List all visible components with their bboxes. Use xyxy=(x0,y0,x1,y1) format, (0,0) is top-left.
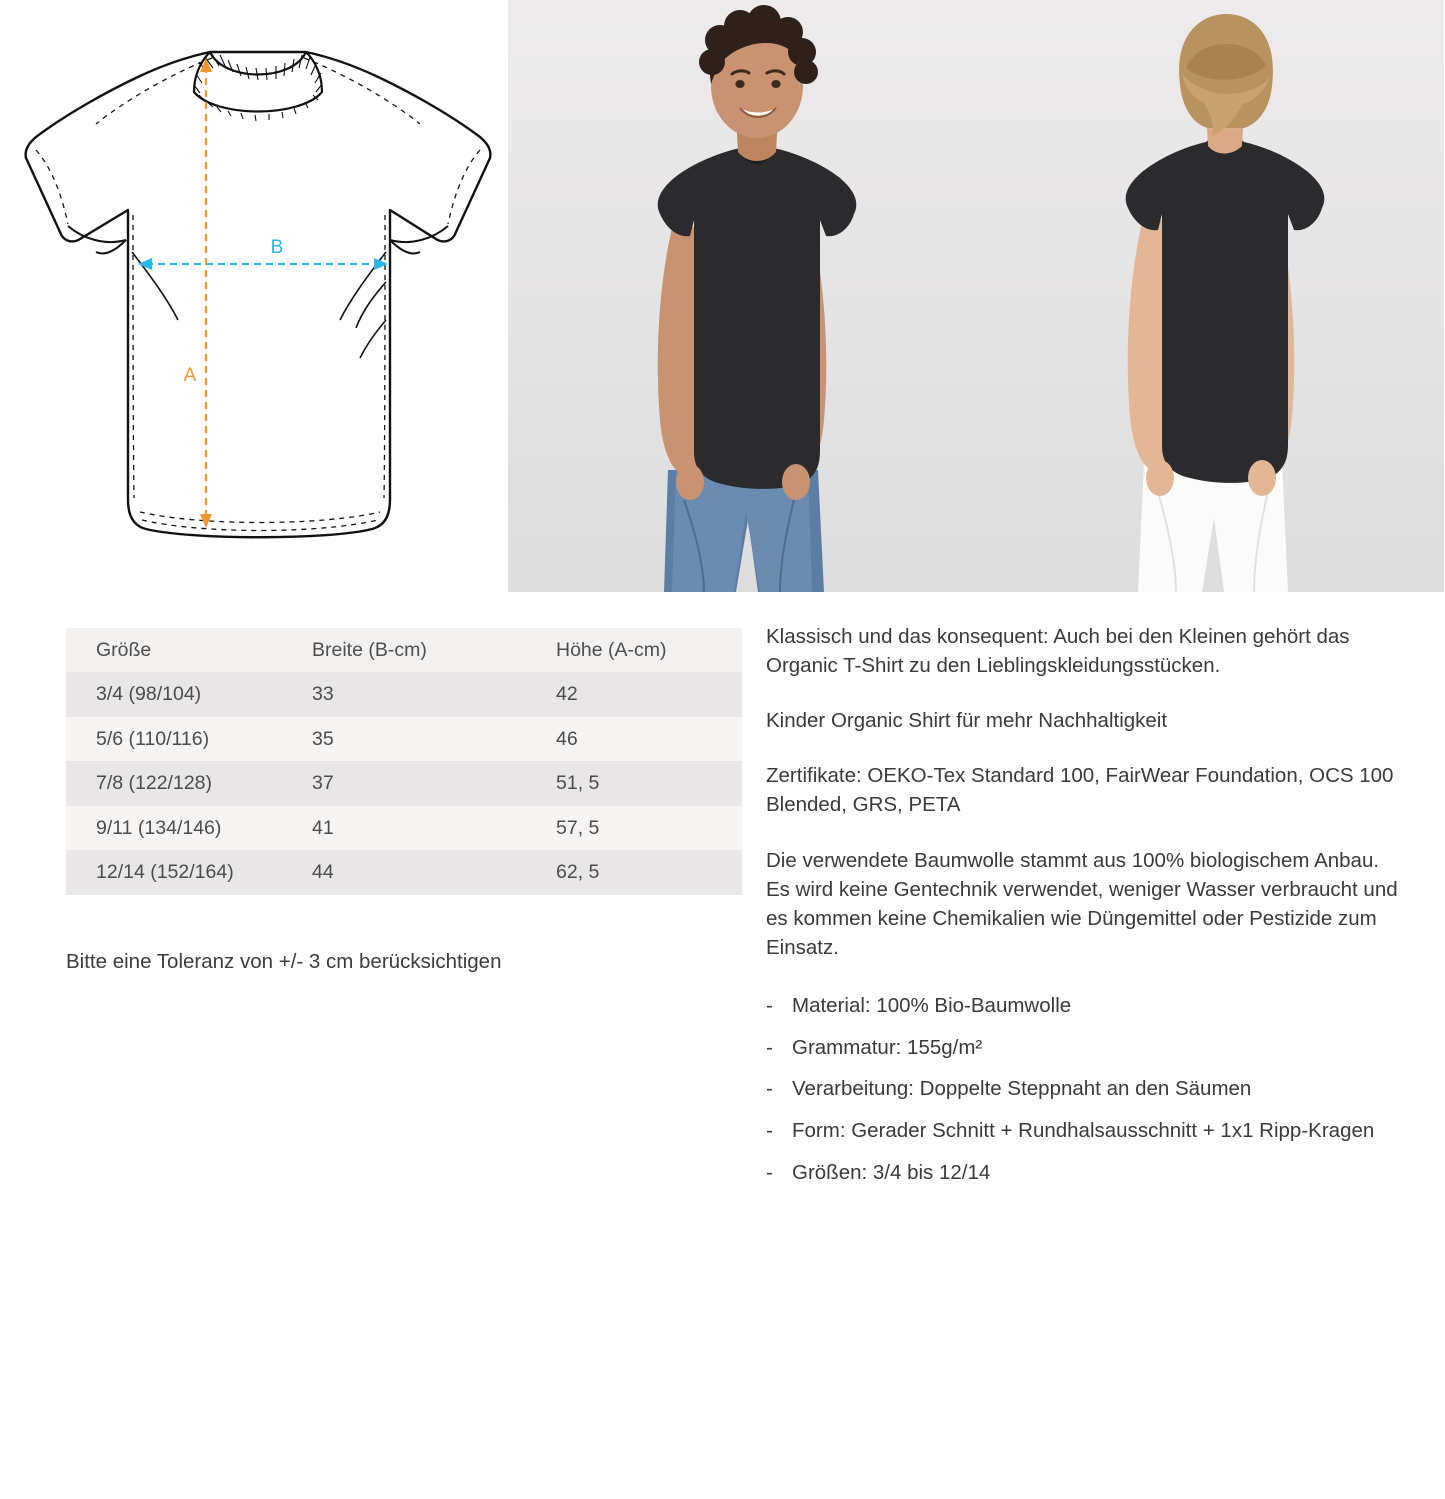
list-item-label: Form: Gerader Schnitt + Rundhalsausschnitt + 1x1 Ripp-Kragen xyxy=(792,1119,1375,1143)
cell-height: 46 xyxy=(556,727,578,750)
cell-width: 41 xyxy=(312,816,334,839)
table-row xyxy=(66,717,742,761)
top-image-row xyxy=(0,0,1445,592)
list-item xyxy=(766,1159,1406,1188)
table-header-row xyxy=(66,628,742,672)
cell-size: 9/11 (134/146) xyxy=(96,816,222,839)
size-table xyxy=(66,628,742,895)
list-item-label: Grammatur: 155g/m² xyxy=(792,1035,983,1059)
cell-size: 7/8 (122/128) xyxy=(96,772,213,795)
size-table-head xyxy=(66,628,742,672)
list-dash: - xyxy=(766,1077,773,1101)
list-dash: - xyxy=(766,1160,773,1184)
description-certificates: Zertifikate: OEKO-Tex Standard 100, FairWear Foundation, OCS 100 Blended, GRS, PETA xyxy=(766,764,1394,817)
product-description xyxy=(766,622,1406,1200)
tolerance-note: Bitte eine Toleranz von +/- 3 cm berücksichtigen xyxy=(66,950,502,973)
list-dash: - xyxy=(766,1119,773,1143)
table-row xyxy=(66,672,742,716)
cell-height: 51, 5 xyxy=(556,772,600,795)
column-header-width: Breite (B-cm) xyxy=(282,628,526,672)
description-tagline: Kinder Organic Shirt für mehr Nachhaltigkeit xyxy=(766,709,1168,733)
tshirt-measurement-diagram xyxy=(0,0,508,592)
list-item-label: Größen: 3/4 bis 12/14 xyxy=(792,1160,991,1184)
back-model-illustration xyxy=(976,0,1444,592)
cell-width: 35 xyxy=(312,727,334,750)
table-row xyxy=(66,806,742,850)
spec-list xyxy=(766,992,1406,1187)
size-table-body xyxy=(66,672,742,894)
kid-front-view xyxy=(508,0,976,592)
list-item-label: Material: 100% Bio-Baumwolle xyxy=(792,993,1072,1017)
description-intro: Klassisch und das konsequent: Auch bei den Kleinen gehört das Organic T-Shirt zu den Lieblingskleidungsstücken. xyxy=(766,625,1350,678)
cell-height: 42 xyxy=(556,683,578,706)
cell-width: 33 xyxy=(312,683,334,706)
cell-size: 12/14 (152/164) xyxy=(96,861,234,884)
tshirt-outline-svg xyxy=(0,0,508,592)
description-cotton-2: Es wird keine Gentechnik verwendet, weniger Wasser verbraucht und es kommen keine Chemikalien wie Düngemittel oder Pestizide zum Einsatz. xyxy=(766,877,1398,959)
list-dash: - xyxy=(766,993,773,1017)
table-row xyxy=(66,761,742,805)
cell-height: 62, 5 xyxy=(556,861,600,884)
description-cotton-1: Die verwendete Baumwolle stammt aus 100% biologischem Anbau. xyxy=(766,848,1380,872)
cell-width: 44 xyxy=(312,861,334,884)
cell-size: 3/4 (98/104) xyxy=(96,683,202,706)
front-model-illustration xyxy=(508,0,976,592)
table-row xyxy=(66,850,742,894)
list-item xyxy=(766,1034,1406,1063)
cell-height: 57, 5 xyxy=(556,816,600,839)
list-item xyxy=(766,1117,1406,1146)
column-header-height: Höhe (A-cm) xyxy=(526,628,742,672)
width-label: B xyxy=(270,237,284,258)
list-dash: - xyxy=(766,1035,773,1059)
height-label: A xyxy=(183,365,197,386)
kid-back-view xyxy=(976,0,1444,592)
list-item xyxy=(766,1075,1406,1104)
cell-size: 5/6 (110/116) xyxy=(96,727,210,750)
list-item xyxy=(766,992,1406,1021)
cell-width: 37 xyxy=(312,772,334,795)
column-header-size: Größe xyxy=(66,628,282,672)
list-item-label: Verarbeitung: Doppelte Steppnaht an den Säumen xyxy=(792,1077,1252,1101)
